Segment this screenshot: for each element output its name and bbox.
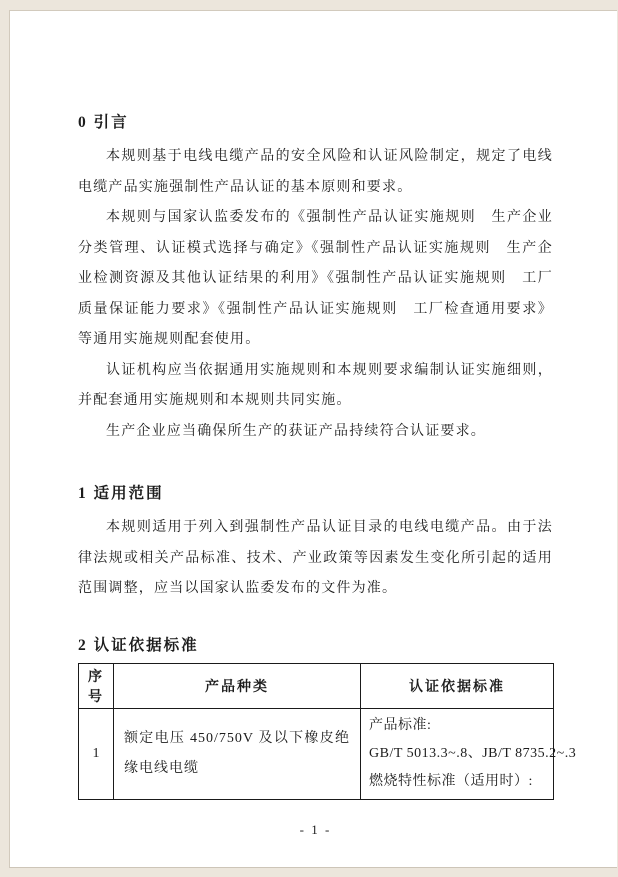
intro-paragraph-4: 生产企业应当确保所生产的获证产品持续符合认证要求。 xyxy=(106,423,486,439)
intro-paragraph-3: 认证机构应当依据通用实施规则和本规则要求编制认证实施细则，并配套通用实施规则和本规则共同实施。 xyxy=(78,362,553,408)
table-header-standard: 认证依据标准 xyxy=(361,663,554,708)
standards-table xyxy=(78,663,577,800)
page-content xyxy=(10,11,617,838)
row-index-cell: 1 xyxy=(79,708,114,799)
section-heading-standards: 2 认证依据标准 xyxy=(78,636,199,654)
table-row xyxy=(79,708,554,799)
row-category-cell: 额定电压 450/750V 及以下橡皮绝缘电线电缆 xyxy=(114,708,361,799)
intro-paragraph-1: 本规则基于电线电缆产品的安全风险和认证风险制定，规定了电线电缆产品实施强制性产品认证的基本原则和要求。 xyxy=(78,149,553,195)
standard-line-1: 产品标准: xyxy=(369,717,432,733)
table-header-row xyxy=(79,663,554,708)
section-heading-intro: 0 引言 xyxy=(78,114,129,131)
table-header-category: 产品种类 xyxy=(114,663,361,708)
document-page xyxy=(9,10,617,868)
section-heading-scope: 1 适用范围 xyxy=(78,485,164,502)
intro-paragraph-2: 本规则与国家认监委发布的《强制性产品认证实施规则 生产企业分类管理、认证模式选择与确定》《强制性产品认证实施规则 生产企业检测资源及其他认证结果的利用》《强制性产品认证实施规则 工厂质量保证能力要求》《强制性产品认证实施规则 工厂检查通用要求》等通用实施规则配套使用。 xyxy=(78,210,553,347)
page-number: - 1 - xyxy=(299,821,332,837)
standard-line-3: 燃烧特性标准（适用时）: xyxy=(369,773,533,789)
standard-line-2: GB/T 5013.3~.8、JB/T 8735.2~.3 xyxy=(369,745,577,761)
scope-paragraph-1: 本规则适用于列入到强制性产品认证目录的电线电缆产品。由于法律法规或相关产品标准、技术、产业政策等因素发生变化所引起的适用范围调整，应当以国家认监委发布的文件为准。 xyxy=(78,520,553,596)
row-standard-cell xyxy=(361,708,577,799)
table-header-index: 序号 xyxy=(79,663,114,708)
